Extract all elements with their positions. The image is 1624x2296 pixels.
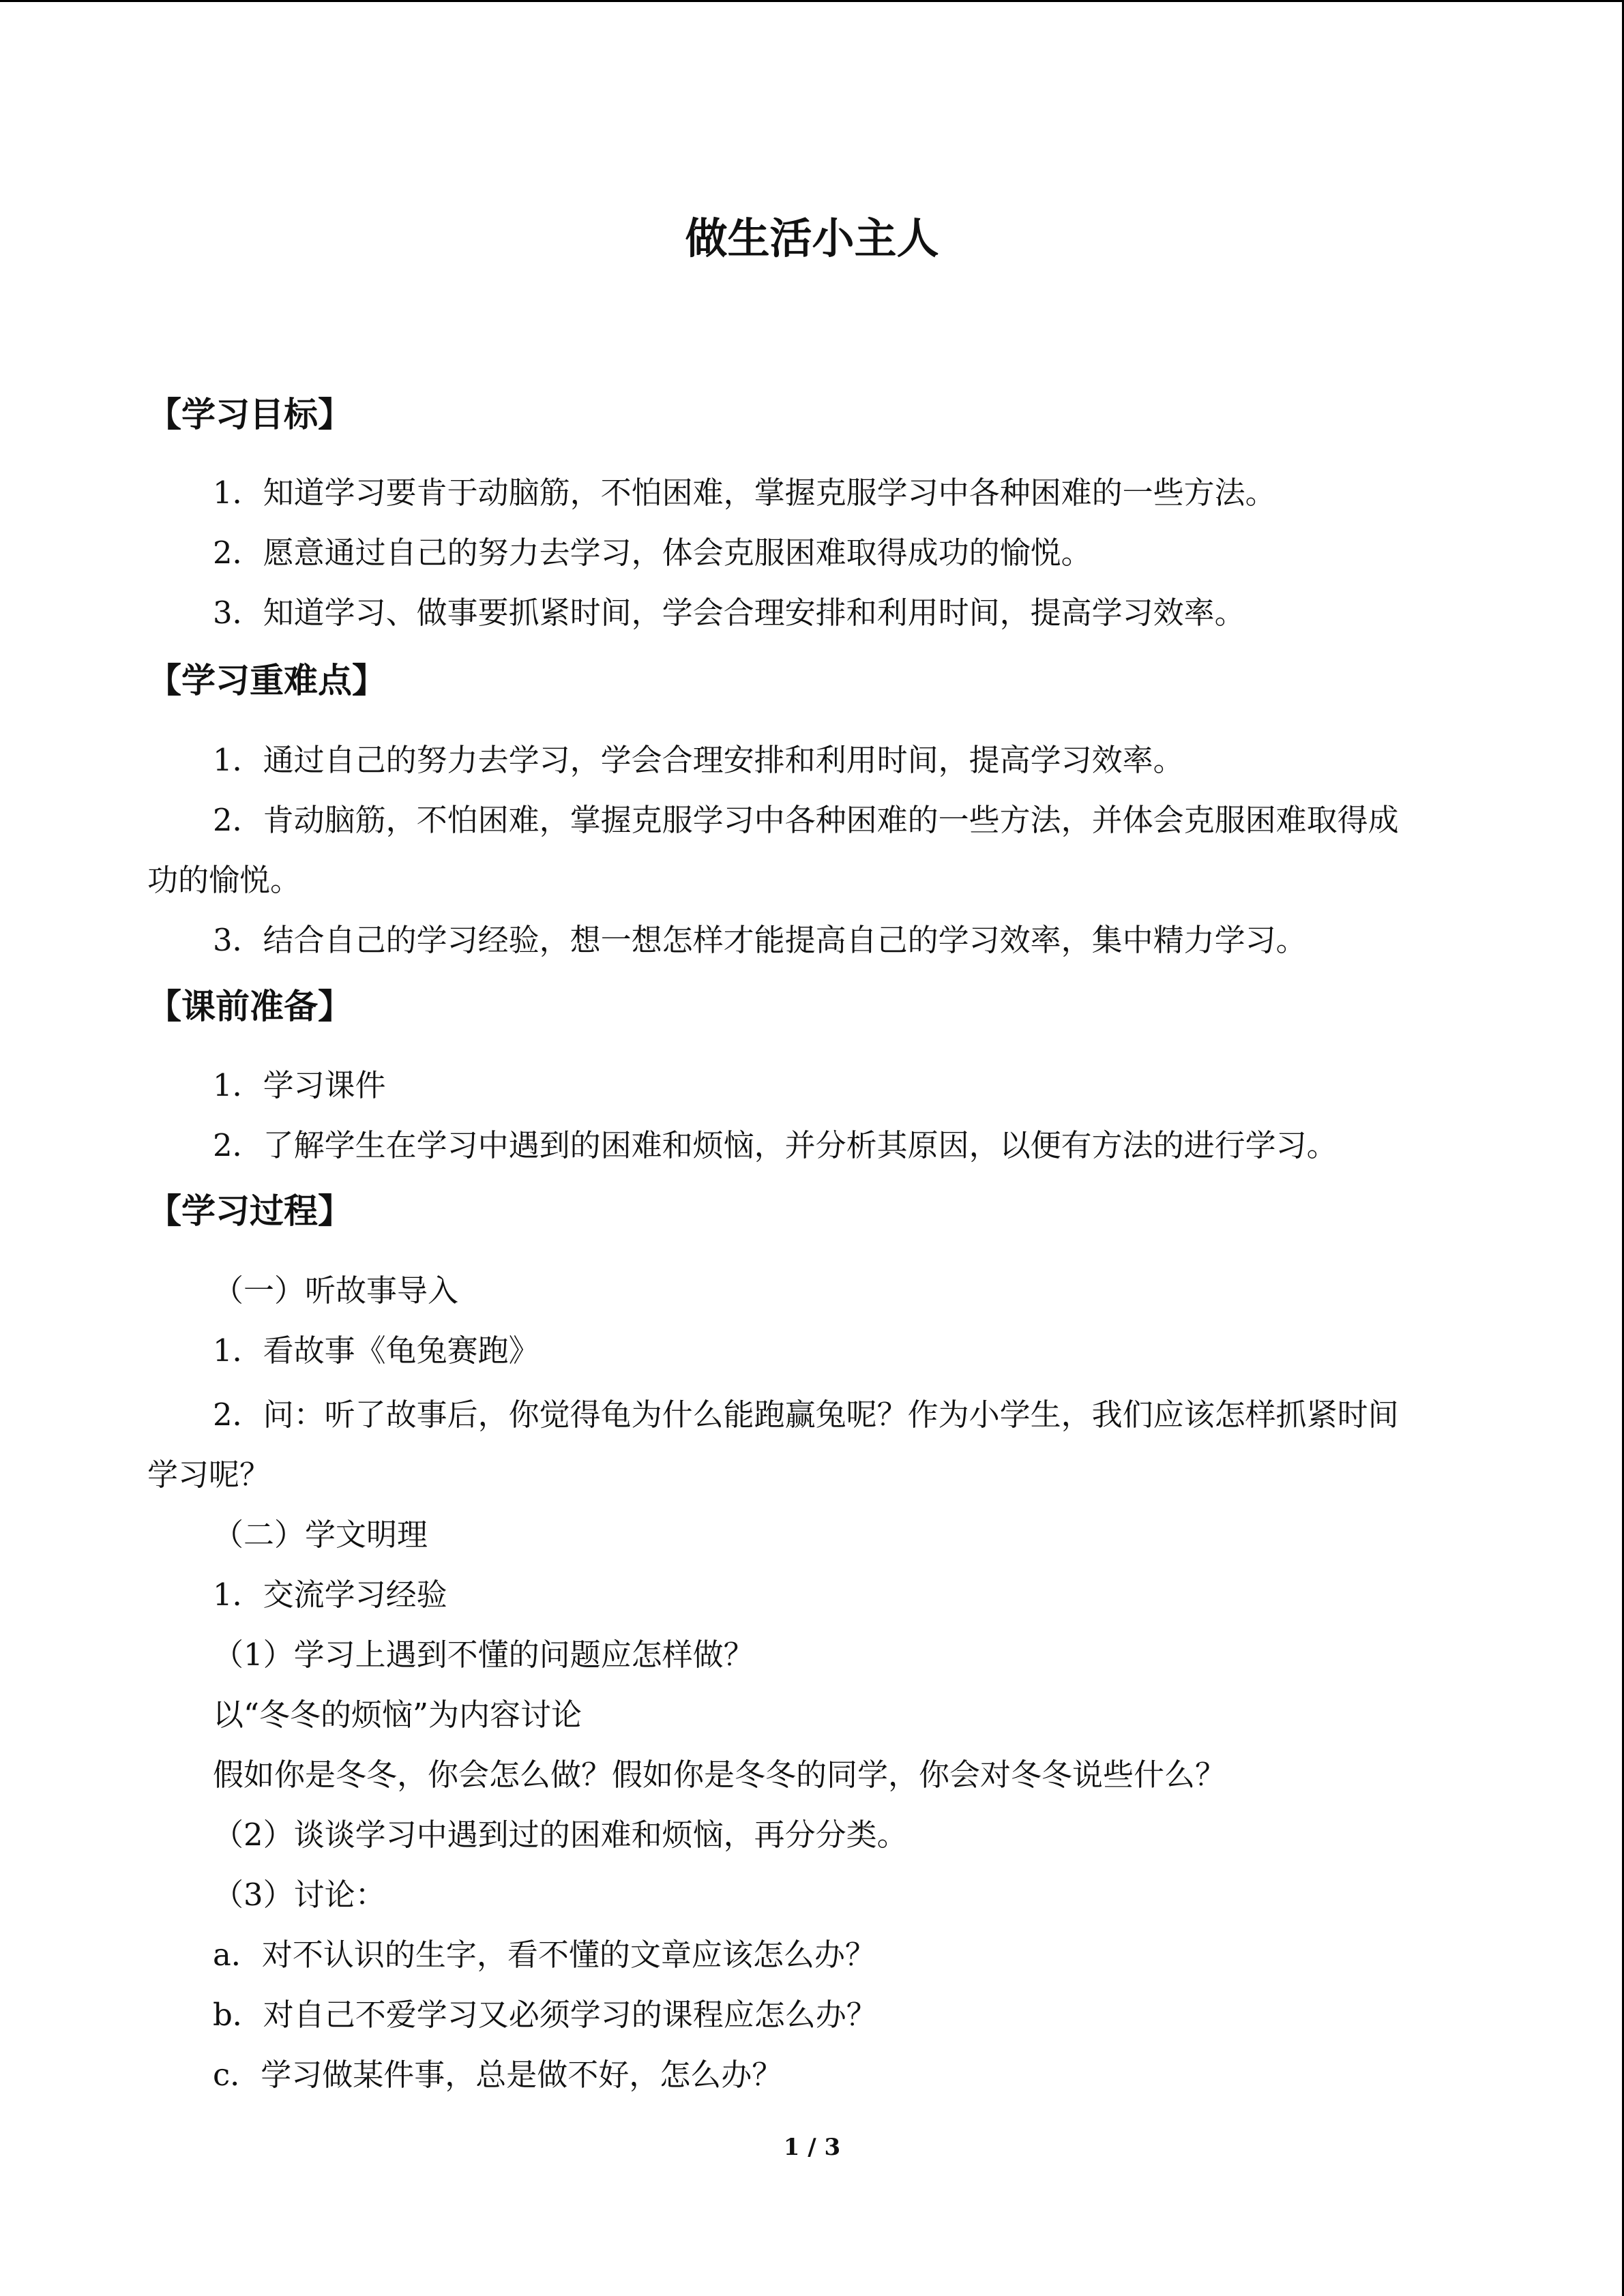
keypoint-item-3: 3．结合自己的学习经验，想一想怎样才能提高自己的学习效率，集中精力学习。 [213,922,1307,958]
process-item-8: 假如你是冬冬，你会怎么做？假如你是冬冬的同学，你会对冬冬说些什么？ [213,1757,1226,1793]
process-item-5: 1．交流学习经验 [213,1577,447,1613]
process-item-4: （二）学文明理 [213,1517,428,1553]
process-item-13: c．学习做某件事，总是做不好，怎么办？ [213,2057,783,2093]
preparation-item-1: 1．学习课件 [213,1067,386,1103]
page-title: 做生活小主人 [685,213,939,263]
section-heading-keypoints: 【学习重难点】 [147,660,386,700]
process-item-7: 以“冬冬的烦恼”为内容讨论 [213,1697,582,1733]
section-heading-preparation: 【课前准备】 [147,986,352,1026]
process-item-9: （2）谈谈学习中遇到过的困难和烦恼，再分分类。 [213,1817,908,1853]
goal-item-2: 2．愿意通过自己的努力去学习，体会克服困难取得成功的愉悦。 [213,535,1092,571]
goal-item-1: 1．知道学习要肯于动脑筋，不怕困难，掌握克服学习中各种困难的一些方法。 [213,475,1276,511]
keypoint-item-2: 2．肯动脑筋，不怕困难，掌握克服学习中各种困难的一些方法，并体会克服困难取得成 [213,802,1399,838]
section-heading-process: 【学习过程】 [147,1191,352,1231]
process-item-2: 1．看故事《龟兔赛跑》 [213,1332,540,1369]
process-item-3-continued: 学习呢？ [147,1457,271,1493]
page-number: 1 / 3 [783,2134,841,2161]
top-border-line [0,0,1624,2]
keypoint-item-1: 1．通过自己的努力去学习，学会合理安排和利用时间，提高学习效率。 [213,742,1184,778]
process-item-3: 2．问：听了故事后，你觉得龟为什么能跑赢兔呢？作为小学生，我们应该怎样抓紧时间 [213,1397,1399,1433]
process-item-11: a．对不认识的生字，看不懂的文章应该怎么办？ [213,1937,876,1973]
process-item-1: （一）听故事导入 [213,1272,459,1309]
section-heading-goals: 【学习目标】 [147,394,352,434]
process-item-6: （1）学习上遇到不懂的问题应怎样做？ [213,1637,754,1673]
goal-item-3: 3．知道学习、做事要抓紧时间，学会合理安排和利用时间，提高学习效率。 [213,595,1245,631]
process-item-10: （3）讨论： [213,1877,386,1913]
process-item-12: b．对自己不爱学习又必须学习的课程应怎么办？ [213,1997,877,2033]
preparation-item-2: 2．了解学生在学习中遇到的困难和烦恼，并分析其原因，以便有方法的进行学习。 [213,1127,1338,1163]
keypoint-item-2-continued: 功的愉悦。 [147,862,301,898]
